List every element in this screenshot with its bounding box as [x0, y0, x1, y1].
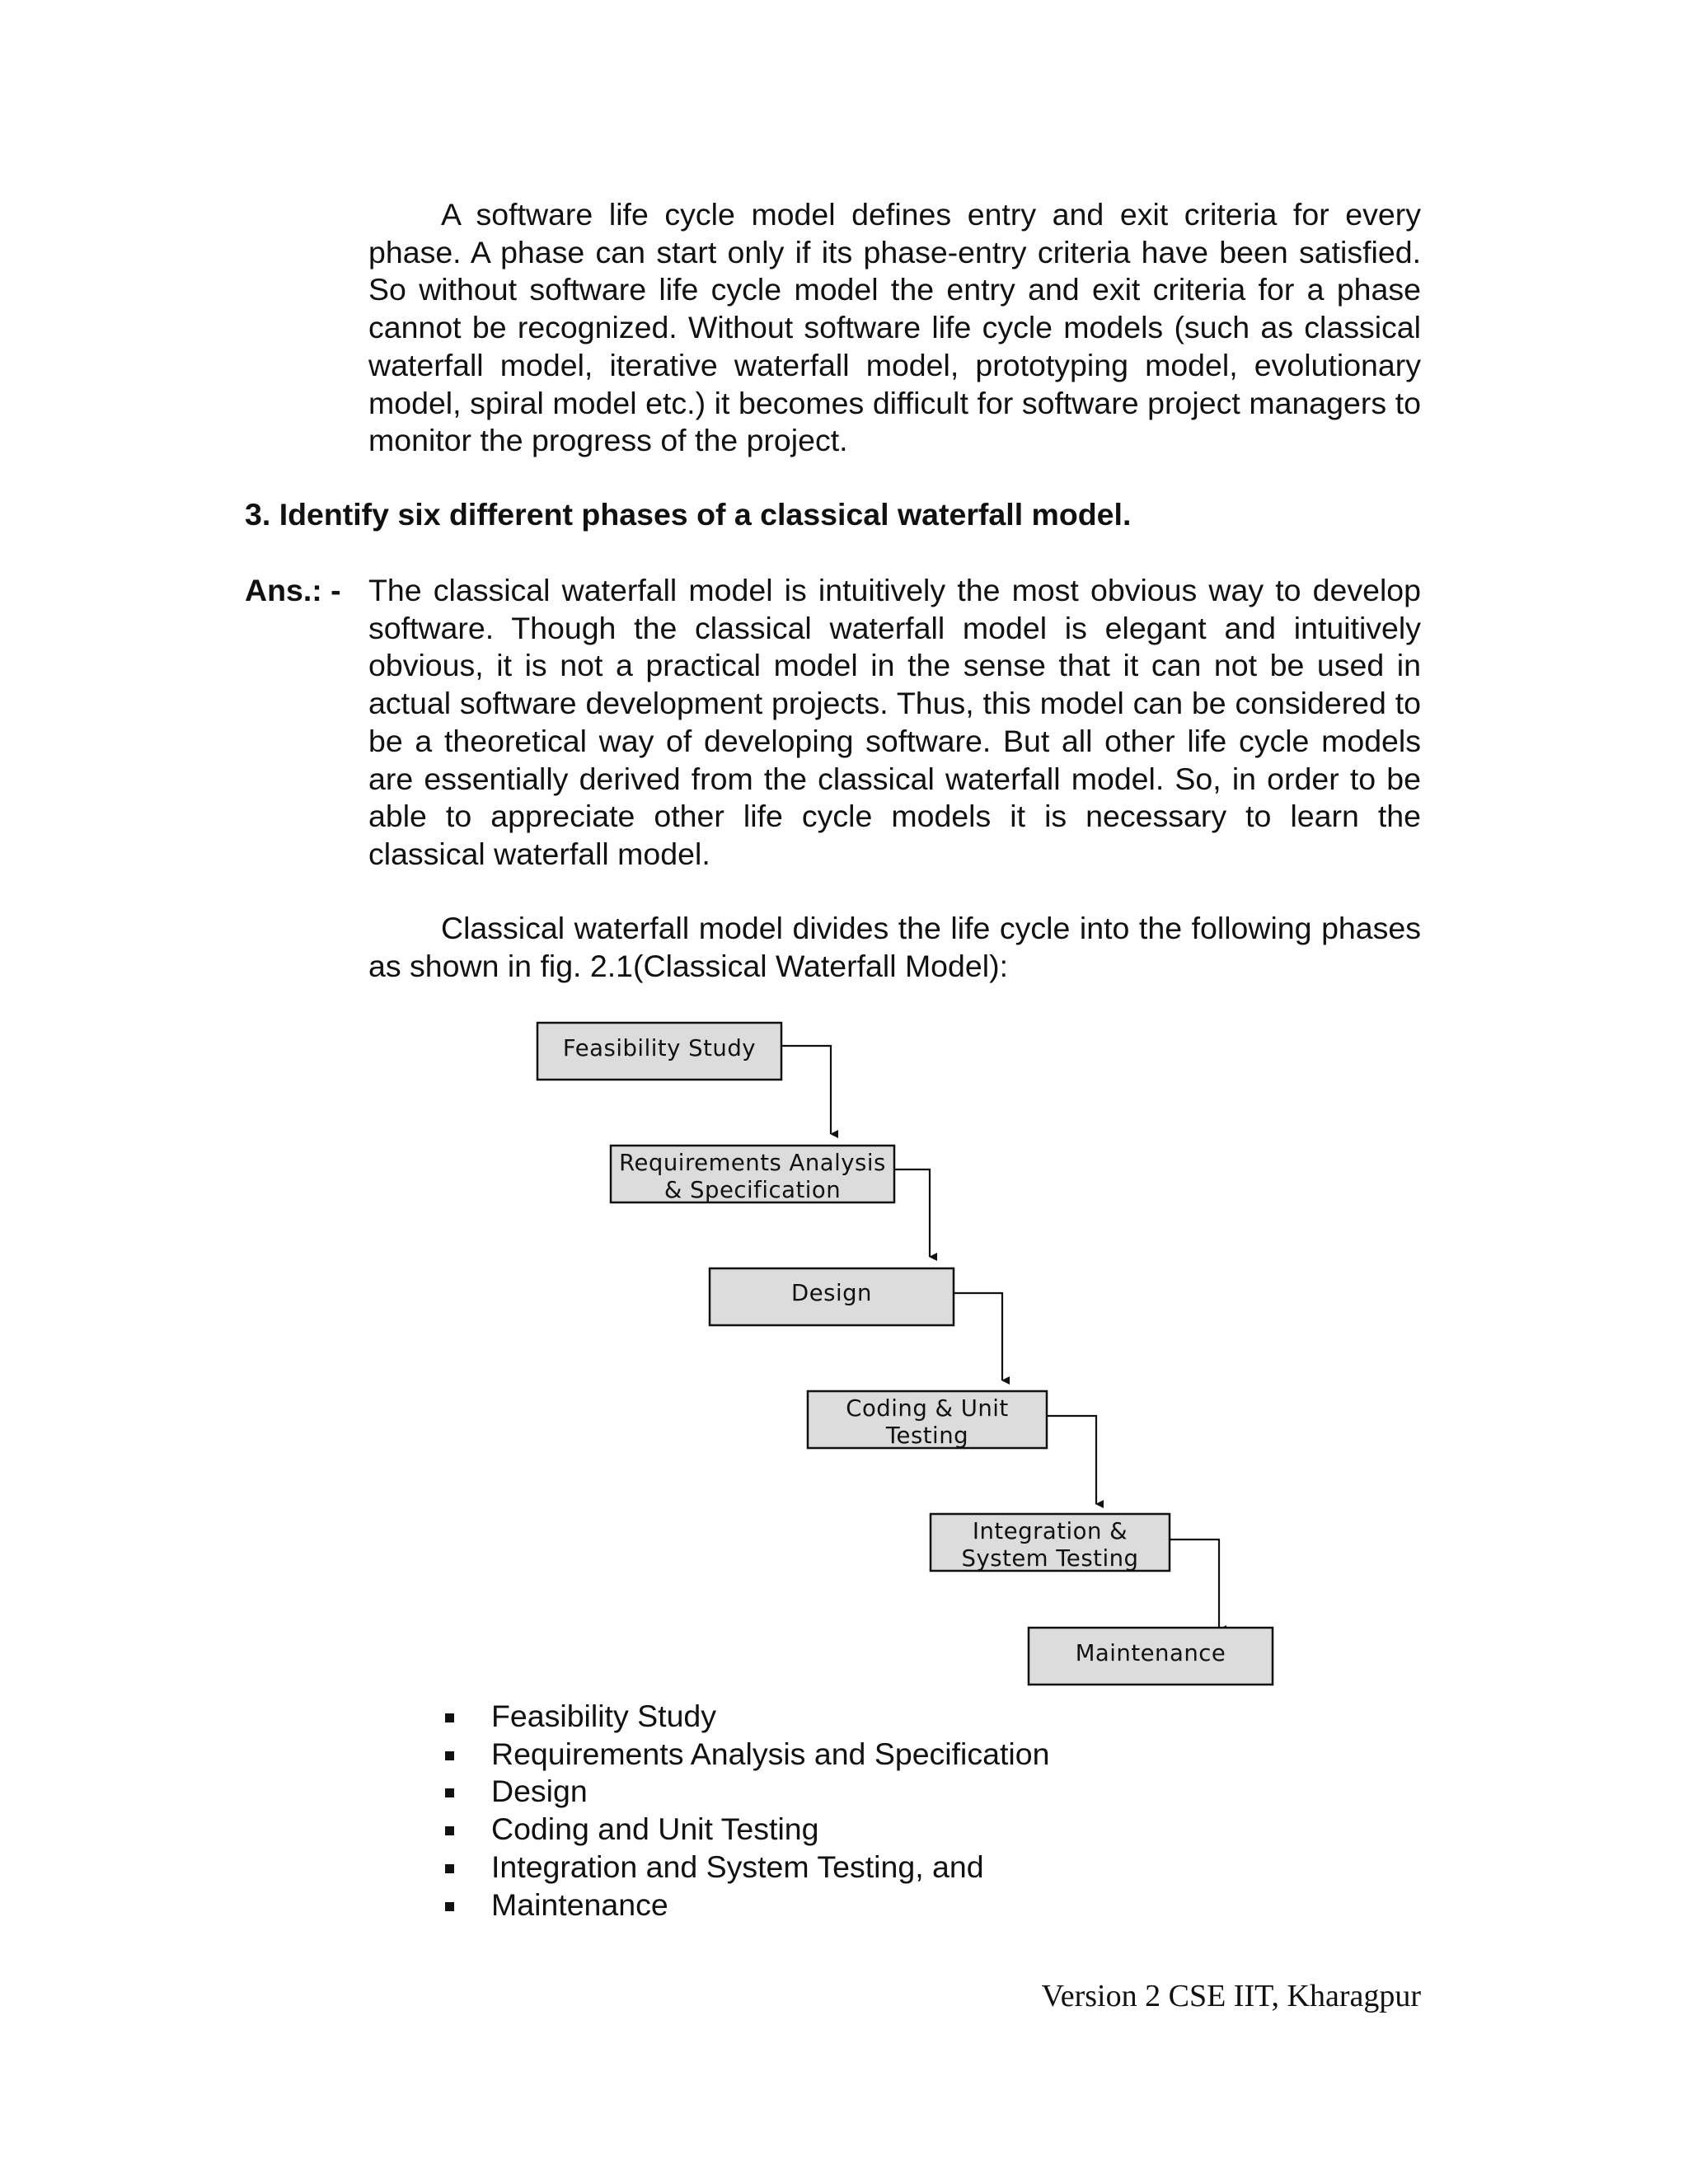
phase-box-coding [808, 1391, 1047, 1449]
connector-arrow-4 [1047, 1416, 1096, 1504]
connector-arrow-2 [894, 1169, 930, 1257]
list-item [442, 1886, 1049, 1924]
list-item-text: Maintenance [491, 1886, 668, 1922]
list-item-text: Integration and System Testing, and [491, 1849, 984, 1884]
page-footer: Version 2 CSE IIT, Kharagpur [1041, 1979, 1421, 2013]
phase-box-maintenance [1029, 1628, 1273, 1685]
list-item-text: Feasibility Study [491, 1699, 717, 1733]
answer-paragraph: The classical waterfall model is intuitively the most obvious way to develop software. Though the classical waterfall model is elegant and intuitively obvious, it is not a practical model in the sense that it can not be used in actual software development projects. Thus, this model can be considered to be a theoretical way of developing software. But all other life cycle models are essentially derived from the classical waterfall model. So, in order to be able to appreciate other life cycle models it is necessary to learn the classical waterfall model. [368, 573, 1421, 871]
connector-arrow-1 [781, 1046, 831, 1134]
bullet-square-icon [445, 1713, 454, 1722]
phase-box-label: Design [791, 1280, 872, 1306]
list-item-text: Design [491, 1774, 588, 1809]
bullet-square-icon [445, 1864, 454, 1873]
list-item [442, 1736, 1049, 1774]
connector-arrow-5 [1170, 1540, 1219, 1629]
phase-box-design [710, 1268, 954, 1325]
question-heading: 3. Identify six different phases of a classical waterfall model. [245, 497, 1132, 532]
bullet-square-icon [445, 1826, 454, 1835]
phase-box-label: & Specification [663, 1177, 842, 1203]
list-item [442, 1773, 1049, 1811]
list-item [442, 1849, 1049, 1886]
phase-box-requirements [611, 1146, 894, 1203]
intro-paragraph: A software life cycle model defines entry and exit criteria for every phase. A phase can start only if its phase-entry criteria have been satisfied. So without software life cycle model the entry and exit criteria for a phase cannot be recognized. Without software life cycle models (such as classical waterfall model, iterative waterfall model, prototyping model, evolutionary model, spiral model etc.) it becomes difficult for software project managers to monitor the progress of the project. [368, 197, 1421, 458]
phase-box-label: System Testing [961, 1545, 1139, 1572]
bullet-square-icon [445, 1788, 454, 1797]
phase-box-label: Requirements Analysis [619, 1150, 886, 1176]
bullet-square-icon [445, 1751, 454, 1760]
phase-box-label: Testing [885, 1422, 969, 1449]
list-item-text: Requirements Analysis and Specification [491, 1736, 1050, 1771]
phase-box-integration [931, 1514, 1170, 1572]
phases-list [442, 1698, 1049, 1924]
list-item [442, 1698, 1049, 1736]
phase-box-label: Integration & [972, 1518, 1128, 1544]
bullet-square-icon [445, 1902, 454, 1911]
phases-intro-paragraph: Classical waterfall model divides the life cycle into the following phases as shown in fig. 2.1(Classical Waterfall Model): [368, 911, 1421, 983]
list-item-text: Coding and Unit Testing [491, 1811, 819, 1847]
phase-box-label: Feasibility Study [562, 1035, 757, 1062]
connector-arrow-3 [954, 1293, 1002, 1380]
phase-box-label: Coding & Unit [846, 1395, 1009, 1422]
list-item [442, 1811, 1049, 1849]
phase-box-label: Maintenance [1075, 1640, 1226, 1666]
phase-box-feasibility [537, 1023, 781, 1080]
answer-label: Ans.: - [245, 573, 341, 607]
